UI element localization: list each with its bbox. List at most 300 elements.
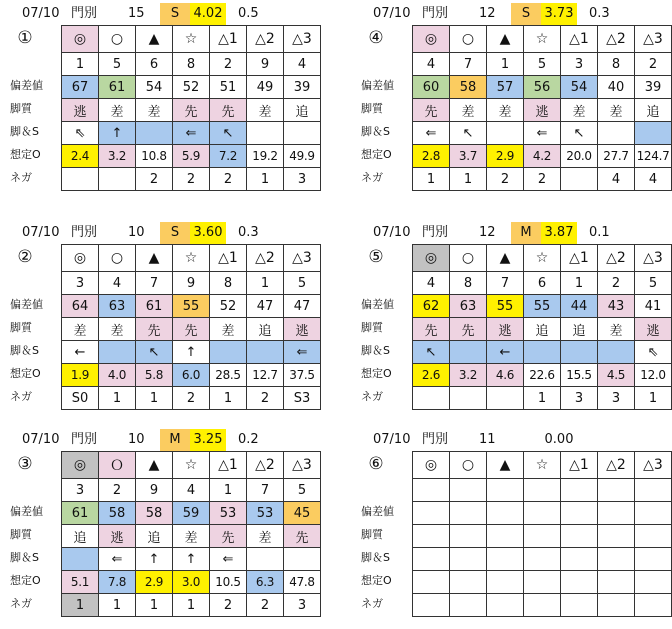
expected-odds-cell [598,571,635,594]
pace-arrow-cell: ⇐ [284,341,321,364]
grid-row-style [62,318,321,341]
negative-cell: 1 [99,594,136,617]
grid-row-horses [413,53,672,76]
running-style-cell: 先 [450,318,487,341]
race-number: ② [17,247,33,267]
negative-cell: 1 [524,387,561,410]
grid-row-odds [413,145,672,168]
running-style-cell: 差 [598,318,635,341]
deviation-cell: 53 [210,502,247,525]
negative-cell: 2 [210,594,247,617]
expected-odds-cell: 4.6 [487,364,524,387]
negative-cell: 2 [173,387,210,410]
negative-cell: S3 [284,387,321,410]
running-style-cell: 逃 [62,99,99,122]
running-style-cell [450,525,487,548]
deviation-cell: 56 [524,76,561,99]
race-panel [361,3,669,203]
prediction-grid [412,451,672,617]
running-style-cell: 差 [62,318,99,341]
deviation-cell: 57 [487,76,524,99]
negative-cell: S0 [62,387,99,410]
expected-odds-cell [524,571,561,594]
mark-cell: ○ [99,245,136,272]
row-label: 脚質 [10,321,32,334]
pace-arrow-cell: ↖ [450,122,487,145]
horse-number-cell: 4 [99,272,136,295]
grid-row-dev [413,502,672,525]
deviation-cell: 63 [450,295,487,318]
pace-arrow-cell [136,122,173,145]
deviation-cell: 61 [136,295,173,318]
extra-value: 0.1 [589,225,610,240]
score-value: 4.02 [190,3,226,25]
horse-number-cell: 1 [247,272,284,295]
mark-cell: ◎ [413,26,450,53]
pace-arrow-cell: ← [62,341,99,364]
mark-cell: △3 [284,26,321,53]
deviation-cell: 55 [173,295,210,318]
runner-count: 15 [128,6,145,21]
row-label: 脚質 [361,102,383,115]
negative-cell: 1 [210,387,247,410]
negative-cell: 1 [173,594,210,617]
grid-row-marks [62,245,321,272]
runner-count: 10 [128,225,145,240]
grid-row-pace [413,548,672,571]
expected-odds-cell: 10.5 [210,571,247,594]
negative-cell: 1 [136,387,173,410]
pace-arrow-cell [247,122,284,145]
score-value: 3.60 [190,222,226,244]
grid-row-odds [413,364,672,387]
mark-cell: ▲ [136,452,173,479]
running-style-cell: 差 [450,99,487,122]
deviation-cell: 67 [62,76,99,99]
expected-odds-cell: 49.9 [284,145,321,168]
expected-odds-cell: 1.9 [62,364,99,387]
expected-odds-cell: 37.5 [284,364,321,387]
row-label: 偏差値 [10,298,43,311]
grid-row-dev [413,76,672,99]
negative-cell [598,594,635,617]
race-date: 07/10 [22,225,60,240]
negative-cell [450,594,487,617]
score-value: 0.00 [544,432,574,447]
horse-number-cell [598,479,635,502]
pace-arrow-cell: ↖ [413,341,450,364]
grid-row-dev [62,295,321,318]
deviation-cell: 55 [487,295,524,318]
pace-arrow-cell: ← [487,341,524,364]
pace-arrow-cell: ⇖ [635,341,672,364]
horse-number-cell: 5 [284,272,321,295]
grid-row-marks [413,245,672,272]
running-style-cell: 差 [99,99,136,122]
negative-cell [635,594,672,617]
grid-row-odds [62,364,321,387]
mark-cell: ○ [99,26,136,53]
horse-number-cell [524,479,561,502]
deviation-cell: 53 [247,502,284,525]
deviation-cell: 51 [210,76,247,99]
pace-arrow-cell: ⇐ [173,122,210,145]
expected-odds-cell: 47.8 [284,571,321,594]
grid-row-horses [413,479,672,502]
mark-cell: ◎ [62,26,99,53]
row-label: 脚＆S [361,344,390,357]
venue-name: 門別 [422,225,449,240]
mark-cell: △3 [635,26,672,53]
mark-cell: ▲ [487,26,524,53]
expected-odds-cell: 5.8 [136,364,173,387]
race-number: ① [17,28,33,48]
mark-cell: △2 [247,452,284,479]
mark-cell: ◎ [413,452,450,479]
horse-number-cell: 6 [136,53,173,76]
mark-cell: ◎ [62,452,99,479]
row-label: 脚質 [10,102,32,115]
negative-cell: 2 [247,594,284,617]
race-panel [10,429,318,629]
expected-odds-cell [413,571,450,594]
pace-arrow-cell: ↑ [136,548,173,571]
pace-arrow-cell [598,122,635,145]
deviation-cell: 39 [284,76,321,99]
expected-odds-cell: 28.5 [210,364,247,387]
runner-count: 12 [479,225,496,240]
mark-cell: ☆ [173,245,210,272]
running-style-cell: 先 [136,318,173,341]
deviation-cell: 61 [99,76,136,99]
pace-arrow-cell: ↖ [561,122,598,145]
negative-cell [413,387,450,410]
expected-odds-cell: 4.2 [524,145,561,168]
mark-cell: Ｏ [99,452,136,479]
mark-cell: △1 [561,452,598,479]
panel-header [361,222,669,244]
race-number: ⑥ [368,454,384,474]
horse-number-cell: 2 [635,53,672,76]
pace-arrow-cell [524,341,561,364]
grid-row-pace [62,548,321,571]
grid-row-style [413,318,672,341]
deviation-cell: 44 [561,295,598,318]
score-value: 3.73 [541,3,577,25]
runner-count: 11 [479,432,496,447]
running-style-cell: 追 [561,318,598,341]
row-label: ネガ [10,597,32,610]
mark-cell: △2 [247,26,284,53]
running-style-cell: 先 [173,318,210,341]
expected-odds-cell [635,571,672,594]
deviation-cell: 45 [284,502,321,525]
pace-arrow-cell: ⇐ [99,548,136,571]
row-label: 偏差値 [361,298,394,311]
negative-cell [561,594,598,617]
grade-badge [511,429,541,451]
negative-cell [413,594,450,617]
grid-row-pace [62,122,321,145]
mark-cell: △3 [635,452,672,479]
pace-arrow-cell [524,548,561,571]
row-label: 脚＆S [10,551,39,564]
expected-odds-cell [450,571,487,594]
negative-cell: 3 [284,168,321,191]
deviation-cell: 60 [413,76,450,99]
negative-cell [524,594,561,617]
grid-row-style [413,525,672,548]
negative-cell: 1 [413,168,450,191]
deviation-cell: 59 [173,502,210,525]
deviation-cell: 58 [450,76,487,99]
runner-count: 12 [479,6,496,21]
horse-number-cell: 8 [173,53,210,76]
row-label: 脚＆S [361,125,390,138]
race-date: 07/10 [373,432,411,447]
race-number: ⑤ [368,247,384,267]
horse-number-cell: 2 [99,479,136,502]
venue-name: 門別 [422,432,449,447]
mark-cell: ▲ [136,245,173,272]
mark-cell: ☆ [524,26,561,53]
mark-cell: △1 [210,245,247,272]
race-date: 07/10 [373,225,411,240]
pace-arrow-cell [413,548,450,571]
panel-header [361,3,669,25]
running-style-cell: 先 [173,99,210,122]
row-label: 脚＆S [10,344,39,357]
pace-arrow-cell [99,341,136,364]
horse-number-cell: 2 [598,272,635,295]
pace-arrow-cell [487,122,524,145]
negative-cell: 1 [99,387,136,410]
pace-arrow-cell [247,341,284,364]
negative-cell: 2 [247,387,284,410]
horse-number-cell: 6 [524,272,561,295]
running-style-cell: 差 [99,318,136,341]
mark-cell: ☆ [173,452,210,479]
row-label: 脚質 [10,528,32,541]
negative-cell: 2 [173,168,210,191]
mark-cell: △3 [635,245,672,272]
pace-arrow-cell [598,548,635,571]
mark-cell: △3 [284,245,321,272]
running-style-cell [561,525,598,548]
deviation-cell: 52 [173,76,210,99]
expected-odds-cell: 2.8 [413,145,450,168]
expected-odds-cell: 6.3 [247,571,284,594]
mark-cell: △1 [210,452,247,479]
pace-arrow-cell [598,341,635,364]
row-label: 偏差値 [10,505,43,518]
grid-row-dev [62,502,321,525]
extra-value: 0.3 [238,225,259,240]
prediction-grid [61,244,321,410]
running-style-cell: 差 [487,99,524,122]
expected-odds-cell: 20.0 [561,145,598,168]
horse-number-cell: 9 [136,479,173,502]
race-panel [361,222,669,422]
pace-arrow-cell: ⇖ [62,122,99,145]
horse-number-cell: 9 [247,53,284,76]
deviation-cell: 61 [62,502,99,525]
deviation-cell: 39 [635,76,672,99]
row-label: ネガ [10,171,32,184]
horse-number-cell [413,479,450,502]
horse-number-cell: 7 [487,272,524,295]
deviation-cell: 64 [62,295,99,318]
horse-number-cell: 3 [561,53,598,76]
row-label: 脚質 [361,528,383,541]
horse-number-cell: 5 [635,272,672,295]
expected-odds-cell: 15.5 [561,364,598,387]
running-style-cell: 先 [210,525,247,548]
horse-number-cell: 1 [62,53,99,76]
panel-header [10,222,318,244]
pace-arrow-cell: ↖ [210,122,247,145]
row-label: ネガ [361,597,383,610]
mark-cell: ▲ [487,245,524,272]
deviation-cell: 52 [210,295,247,318]
row-label: 想定O [361,574,392,587]
expected-odds-cell: 6.0 [173,364,210,387]
row-label: ネガ [10,390,32,403]
race-panel [361,429,669,629]
deviation-cell: 58 [136,502,173,525]
running-style-cell: 追 [524,318,561,341]
race-number: ④ [368,28,384,48]
pace-arrow-cell [561,341,598,364]
horse-number-cell: 3 [62,272,99,295]
grid-row-neg [62,387,321,410]
mark-cell: △2 [247,245,284,272]
grid-row-odds [413,571,672,594]
negative-cell [450,387,487,410]
mark-cell: △2 [598,245,635,272]
running-style-cell: 先 [413,99,450,122]
horse-number-cell [487,479,524,502]
running-style-cell: 逃 [284,318,321,341]
horse-number-cell: 4 [413,53,450,76]
row-label: 偏差値 [10,79,43,92]
negative-cell: 1 [450,168,487,191]
grid-row-neg [62,594,321,617]
mark-cell: △3 [284,452,321,479]
row-label: 脚＆S [361,551,390,564]
deviation-cell [450,502,487,525]
mark-cell: △2 [598,452,635,479]
horse-number-cell: 4 [173,479,210,502]
row-label: 脚質 [361,321,383,334]
horse-number-cell: 9 [173,272,210,295]
row-label: 想定O [10,367,41,380]
extra-value: 0.2 [238,432,259,447]
expected-odds-cell: 2.9 [487,145,524,168]
deviation-cell: 49 [247,76,284,99]
pace-arrow-cell: ⇐ [210,548,247,571]
pace-arrow-cell: ↖ [136,341,173,364]
expected-odds-cell: 3.2 [99,145,136,168]
grid-row-style [413,99,672,122]
venue-name: 門別 [71,6,98,21]
expected-odds-cell: 19.2 [247,145,284,168]
mark-cell: ☆ [524,452,561,479]
running-style-cell: 差 [247,525,284,548]
venue-name: 門別 [422,6,449,21]
expected-odds-cell: 2.9 [136,571,173,594]
running-style-cell: 差 [173,525,210,548]
deviation-cell [487,502,524,525]
negative-cell: 4 [598,168,635,191]
expected-odds-cell: 4.0 [99,364,136,387]
pace-arrow-cell: ⇐ [524,122,561,145]
race-date: 07/10 [22,432,60,447]
running-style-cell: 差 [598,99,635,122]
grid-row-horses [62,272,321,295]
mark-cell: ☆ [524,245,561,272]
mark-cell: △1 [561,26,598,53]
pace-arrow-cell [284,548,321,571]
expected-odds-cell [561,571,598,594]
horse-number-cell: 2 [210,53,247,76]
running-style-cell: 先 [284,525,321,548]
grid-row-marks [413,26,672,53]
mark-cell: ○ [450,452,487,479]
running-style-cell: 逃 [524,99,561,122]
running-style-cell: 追 [62,525,99,548]
grid-row-horses [62,479,321,502]
negative-cell [487,387,524,410]
negative-cell [99,168,136,191]
pace-arrow-cell: ↑ [173,548,210,571]
negative-cell: 1 [136,594,173,617]
expected-odds-cell: 3.2 [450,364,487,387]
panel-header [10,429,318,451]
venue-name: 門別 [71,225,98,240]
expected-odds-cell: 10.8 [136,145,173,168]
pace-arrow-cell [635,122,672,145]
extra-value: 0.3 [589,6,610,21]
race-date: 07/10 [373,6,411,21]
horse-number-cell: 8 [210,272,247,295]
running-style-cell: 逃 [487,318,524,341]
mark-cell: ☆ [173,26,210,53]
grid-row-style [62,525,321,548]
negative-cell: 4 [635,168,672,191]
deviation-cell [524,502,561,525]
pace-arrow-cell: ↑ [99,122,136,145]
grid-row-dev [413,295,672,318]
pace-arrow-cell [487,548,524,571]
horse-number-cell: 7 [136,272,173,295]
row-label: ネガ [361,390,383,403]
running-style-cell: 差 [136,99,173,122]
expected-odds-cell: 5.9 [173,145,210,168]
running-style-cell [413,525,450,548]
negative-cell [561,168,598,191]
grade-badge: M [160,429,190,451]
running-style-cell [598,525,635,548]
horse-number-cell: 3 [62,479,99,502]
grid-row-neg [413,387,672,410]
grid-row-horses [62,53,321,76]
expected-odds-cell: 124.7 [635,145,672,168]
grade-badge: S [160,222,190,244]
deviation-cell: 40 [598,76,635,99]
expected-odds-cell: 3.0 [173,571,210,594]
grid-row-marks [413,452,672,479]
